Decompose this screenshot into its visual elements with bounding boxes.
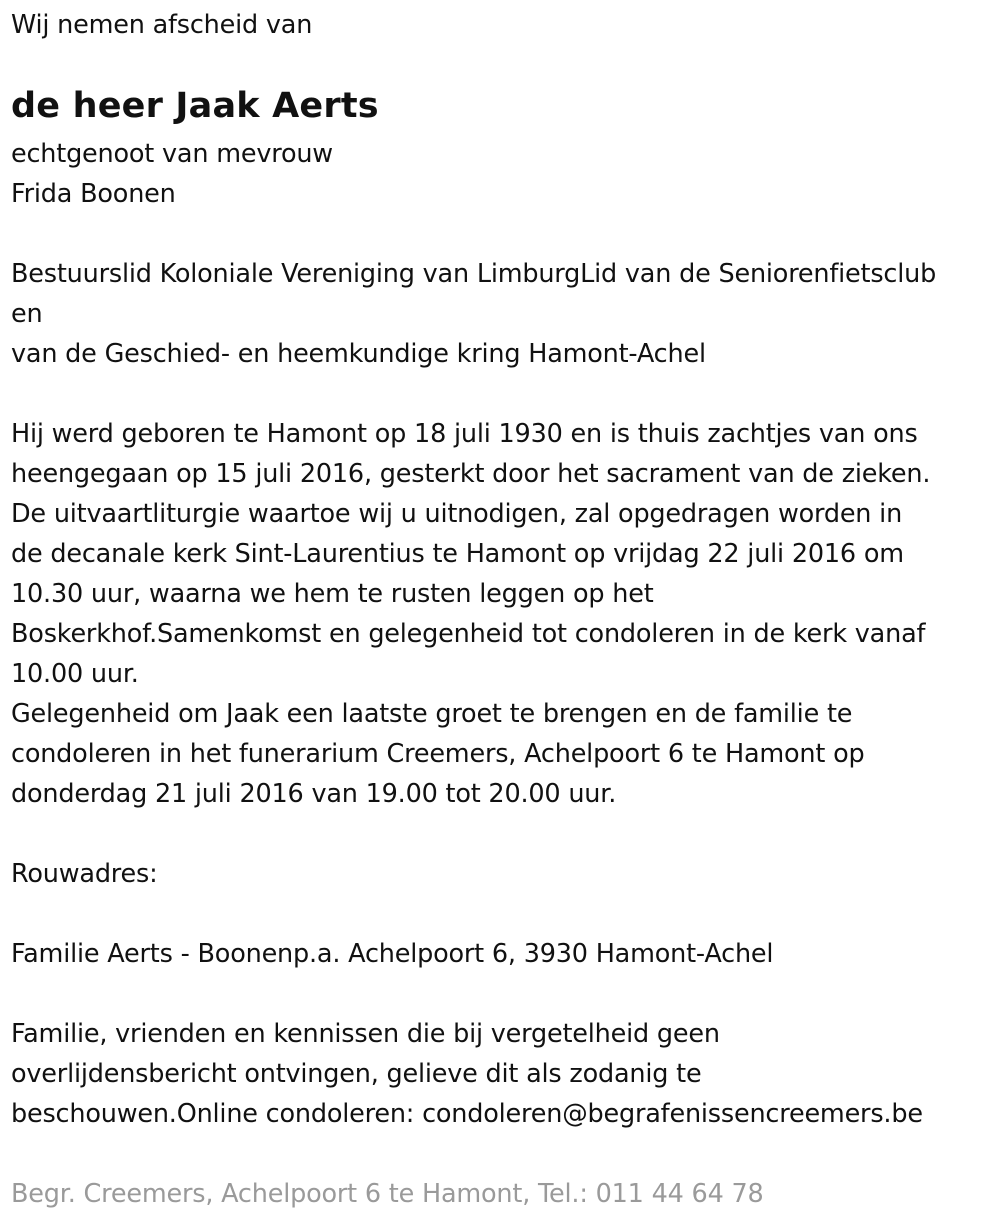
address-text: Familie Aerts - Boonenp.a. Achelpoort 6, 3930 Hamont-Achel: [11, 939, 774, 969]
body-line-2: heengegaan op 15 juli 2016, gesterkt door het sacrament van de zieken.: [11, 459, 931, 489]
body-line-5: 10.30 uur, waarna we hem te rusten leggen op het: [11, 579, 654, 609]
address-label: Rouwadres:: [11, 859, 158, 889]
deceased-name: de heer Jaak Aerts: [11, 86, 379, 126]
body-line-3: De uitvaartliturgie waartoe wij u uitnodigen, zal opgedragen worden in: [11, 499, 903, 529]
body-line-1: Hij werd geboren te Hamont op 18 juli 1930 en is thuis zachtjes van ons: [11, 419, 918, 449]
roles-line-2: en: [11, 299, 43, 329]
roles-line-1: Bestuurslid Koloniale Vereniging van LimburgLid van de Seniorenfietsclub: [11, 259, 937, 289]
body-line-6: Boskerkhof.Samenkomst en gelegenheid tot condoleren in de kerk vanaf: [11, 619, 926, 649]
body-line-7: 10.00 uur.: [11, 659, 139, 689]
closing-line-3: beschouwen.Online condoleren: condoleren@begrafenissencreemers.be: [11, 1099, 923, 1129]
funeral-home-footer: Begr. Creemers, Achelpoort 6 te Hamont, Tel.: 011 44 64 78: [11, 1179, 764, 1209]
body-line-10: donderdag 21 juli 2016 van 19.00 tot 20.00 uur.: [11, 779, 617, 809]
body-line-8: Gelegenheid om Jaak een laatste groet te brengen en de familie te: [11, 699, 853, 729]
body-line-9: condoleren in het funerarium Creemers, Achelpoort 6 te Hamont op: [11, 739, 865, 769]
body-line-4: de decanale kerk Sint-Laurentius te Hamont op vrijdag 22 juli 2016 om: [11, 539, 904, 569]
closing-line-2: overlijdensbericht ontvingen, gelieve dit als zodanig te: [11, 1059, 702, 1089]
closing-line-1: Familie, vrienden en kennissen die bij vergetelheid geen: [11, 1019, 720, 1049]
roles-line-3: van de Geschied- en heemkundige kring Hamont-Achel: [11, 339, 706, 369]
spouse-line-1: echtgenoot van mevrouw: [11, 139, 333, 169]
spouse-line-2: Frida Boonen: [11, 179, 176, 209]
intro-text: Wij nemen afscheid van: [11, 10, 313, 40]
